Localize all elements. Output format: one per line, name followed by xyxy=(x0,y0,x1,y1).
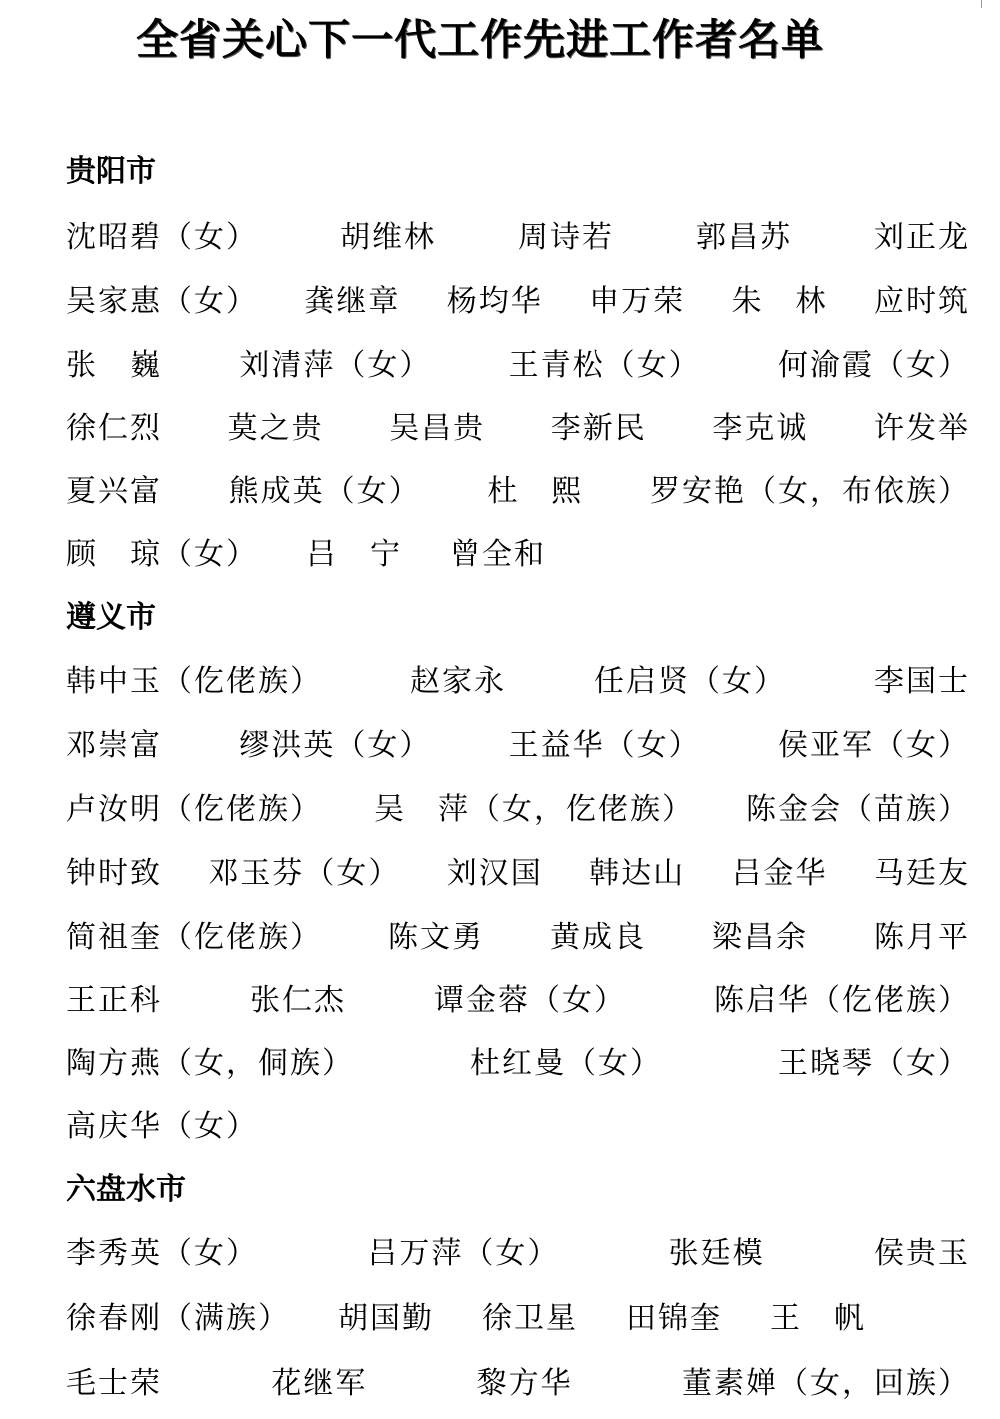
person-name: 谭金蓉（女） xyxy=(434,983,626,1018)
person-name: 任启贤（女） xyxy=(594,664,786,699)
person-name: 李新民 xyxy=(550,411,647,446)
name-row xyxy=(66,407,970,451)
person-name: 陶方燕（女，侗族） xyxy=(66,1046,354,1081)
name-row xyxy=(66,470,970,514)
name-row xyxy=(66,979,970,1023)
person-name: 王晓琴（女） xyxy=(778,1046,970,1081)
name-row xyxy=(66,916,970,960)
person-name: 陈文勇 xyxy=(388,920,484,955)
person-name: 董素婵（女，回族） xyxy=(681,1366,970,1401)
person-name: 吕 宁 xyxy=(306,537,402,572)
person-name: 曾全和 xyxy=(450,537,546,572)
name-row xyxy=(66,660,970,704)
person-name: 刘正龙 xyxy=(874,220,970,255)
person-name: 陈月平 xyxy=(874,920,970,955)
person-name: 黄成良 xyxy=(550,920,646,955)
person-name: 韩达山 xyxy=(589,856,686,891)
person-name: 李秀英（女） xyxy=(66,1236,258,1271)
person-name: 龚继章 xyxy=(304,284,401,319)
person-name: 花继军 xyxy=(271,1366,368,1401)
person-name: 吴家惠（女） xyxy=(66,284,258,319)
name-row xyxy=(66,216,970,260)
person-name: 郭昌苏 xyxy=(696,220,792,255)
person-name: 张仁杰 xyxy=(250,983,346,1018)
person-name: 夏兴富 xyxy=(66,474,162,509)
name-row xyxy=(66,724,970,768)
person-name: 王正科 xyxy=(66,983,162,1018)
page-corner-mark xyxy=(981,0,982,8)
person-name: 简祖奎（仡佬族） xyxy=(66,920,322,955)
name-row xyxy=(66,852,970,896)
person-name: 吕万萍（女） xyxy=(367,1236,560,1271)
person-name: 卢汝明（仡佬族） xyxy=(66,792,322,827)
person-name: 张 巍 xyxy=(66,348,162,383)
name-row xyxy=(66,533,970,577)
person-name: 胡维林 xyxy=(340,220,436,255)
person-name: 马廷友 xyxy=(873,856,970,891)
person-name: 吴昌贵 xyxy=(389,411,486,446)
person-name: 毛士荣 xyxy=(66,1366,162,1401)
person-name: 刘清萍（女） xyxy=(239,348,432,383)
section-heading: 贵阳市 xyxy=(66,154,156,189)
person-name: 熊成英（女） xyxy=(228,474,421,509)
person-name: 陈启华（仡佬族） xyxy=(714,983,970,1018)
name-row xyxy=(66,1297,970,1341)
section-heading: 遵义市 xyxy=(66,600,156,635)
name-row xyxy=(66,344,970,388)
person-name: 缪洪英（女） xyxy=(239,728,432,763)
person-name: 李克诚 xyxy=(712,411,809,446)
person-name: 吕金华 xyxy=(731,856,828,891)
person-name: 申万荣 xyxy=(589,284,686,319)
person-name: 应时筑 xyxy=(873,284,970,319)
person-name: 赵家永 xyxy=(410,664,506,699)
person-name: 梁昌余 xyxy=(712,920,808,955)
person-name: 邓崇富 xyxy=(66,728,162,763)
person-name: 何渝霞（女） xyxy=(777,348,970,383)
person-name: 王益华（女） xyxy=(508,728,701,763)
page-title: 全省关心下一代工作先进工作者名单 xyxy=(135,15,824,64)
person-name: 田锦奎 xyxy=(626,1301,722,1336)
person-name: 韩中玉（仡佬族） xyxy=(66,664,322,699)
person-name: 钟时致 xyxy=(66,856,162,891)
person-name: 邓玉芬（女） xyxy=(208,856,401,891)
person-name: 张廷模 xyxy=(668,1236,765,1271)
person-name: 李国士 xyxy=(874,664,970,699)
person-name: 徐卫星 xyxy=(482,1301,578,1336)
person-name: 沈昭碧（女） xyxy=(66,220,258,255)
person-name: 杜红曼（女） xyxy=(470,1046,662,1081)
name-row xyxy=(66,1232,970,1276)
person-name: 陈金会（苗族） xyxy=(746,792,970,827)
person-name: 杨均华 xyxy=(446,284,543,319)
person-name: 胡国勤 xyxy=(338,1301,434,1336)
name-row xyxy=(66,1105,970,1149)
section-heading: 六盘水市 xyxy=(66,1172,186,1207)
person-name: 朱 林 xyxy=(731,284,828,319)
person-name: 王青松（女） xyxy=(508,348,701,383)
person-name: 罗安艳（女，布依族） xyxy=(649,474,970,509)
person-name: 高庆华（女） xyxy=(66,1109,258,1144)
person-name: 刘汉国 xyxy=(446,856,543,891)
person-name: 杜 熙 xyxy=(487,474,584,509)
name-row xyxy=(66,788,970,832)
name-row xyxy=(66,280,970,324)
name-row xyxy=(66,1362,970,1406)
person-name: 顾 琼（女） xyxy=(66,537,258,572)
person-name: 王 帆 xyxy=(770,1301,866,1336)
person-name: 徐仁烈 xyxy=(66,411,162,446)
person-name: 许发举 xyxy=(873,411,970,446)
person-name: 侯亚军（女） xyxy=(777,728,970,763)
person-name: 吴 萍（女，仡佬族） xyxy=(374,792,694,827)
person-name: 黎方华 xyxy=(476,1366,573,1401)
person-name: 周诗若 xyxy=(518,220,614,255)
name-row xyxy=(66,1042,970,1086)
person-name: 侯贵玉 xyxy=(873,1236,970,1271)
person-name: 莫之贵 xyxy=(227,411,324,446)
person-name: 徐春刚（满族） xyxy=(66,1301,290,1336)
